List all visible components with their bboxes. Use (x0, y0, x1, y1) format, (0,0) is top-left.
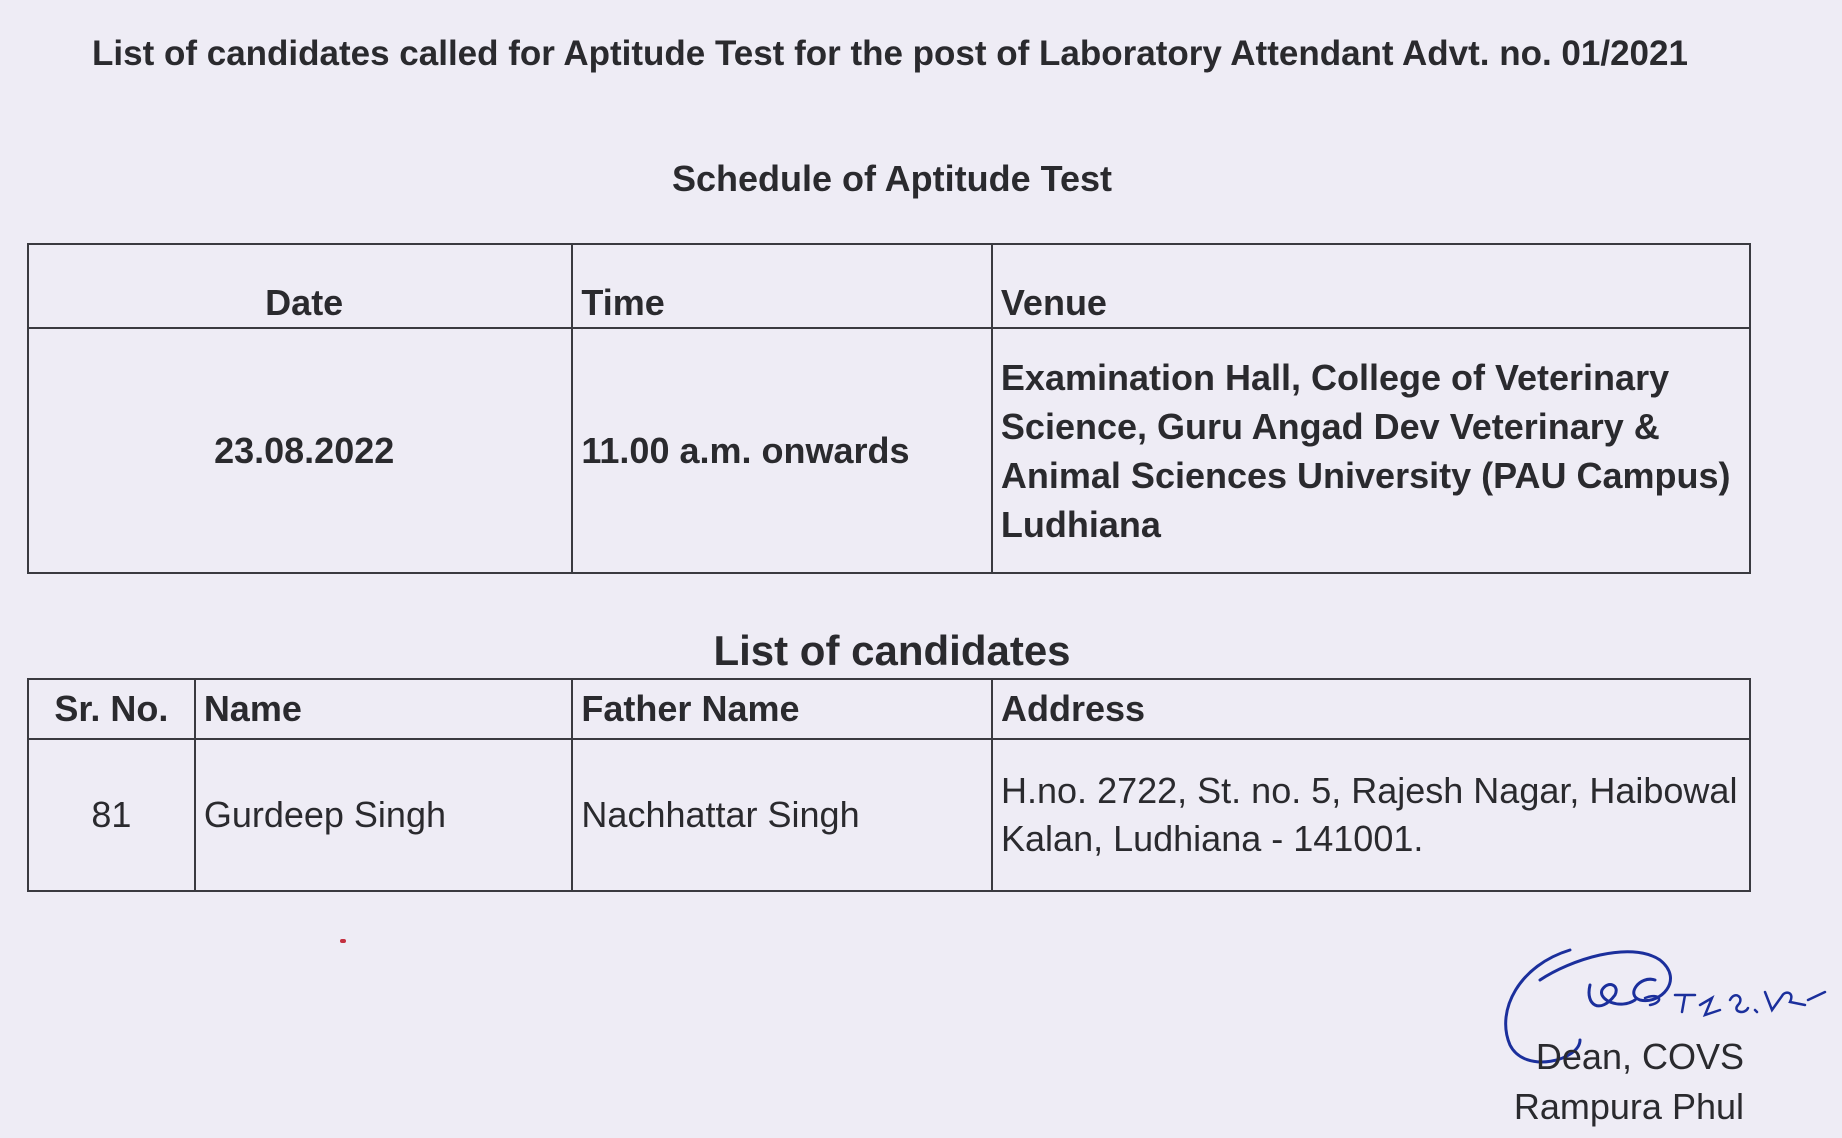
header-father-name: Father Name (572, 679, 992, 739)
candidate-address: H.no. 2722, St. no. 5, Rajesh Nagar, Haibowal Kalan, Ludhiana - 141001. (992, 739, 1750, 891)
header-sr-no: Sr. No. (28, 679, 195, 739)
schedule-row (28, 328, 1750, 573)
schedule-heading: Schedule of Aptitude Test (671, 158, 1112, 199)
header-name: Name (195, 679, 573, 739)
candidate-name: Gurdeep Singh (195, 739, 573, 891)
signatory-designation: Dean, COVS (1535, 1036, 1744, 1077)
table-row (28, 739, 1750, 891)
header-venue: Venue (992, 244, 1750, 328)
header-address: Address (992, 679, 1750, 739)
schedule-venue: Examination Hall, College of Veterinary Science, Guru Angad Dev Veterinary & Animal Sciences University (PAU Campus) Ludhiana (992, 328, 1750, 573)
signatory-place: Rampura Phul (1513, 1086, 1744, 1127)
header-date: Date (28, 244, 572, 328)
candidate-sr-no: 81 (28, 739, 195, 891)
header-time: Time (572, 244, 992, 328)
schedule-header-row (28, 244, 1750, 328)
candidate-father-name: Nachhattar Singh (572, 739, 992, 891)
candidates-table (27, 678, 1751, 892)
schedule-table (27, 243, 1751, 574)
candidates-header-row (28, 679, 1750, 739)
schedule-time: 11.00 a.m. onwards (572, 328, 992, 573)
ink-speck (340, 939, 346, 943)
document-title: List of candidates called for Aptitude Test for the post of Laboratory Attendant Advt. no. 01/2021 (92, 34, 1688, 73)
candidates-heading: List of candidates (713, 627, 1071, 674)
schedule-date: 23.08.2022 (28, 328, 572, 573)
